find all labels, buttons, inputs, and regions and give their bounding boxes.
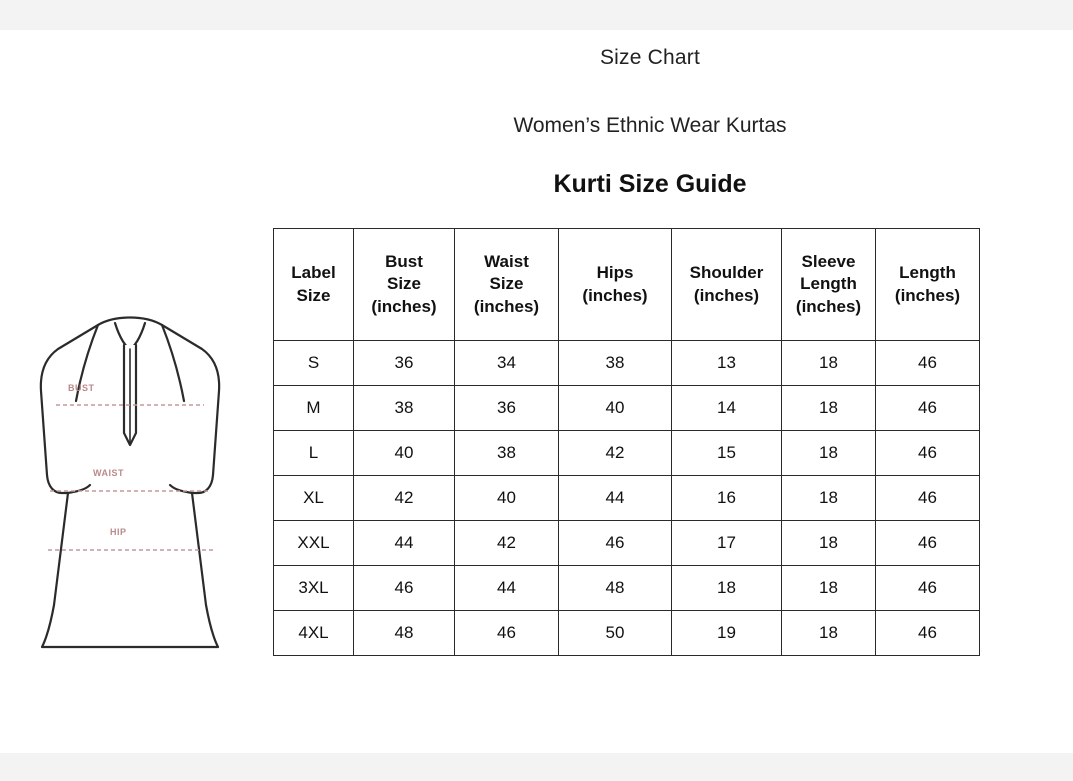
cell-shoulder: 14 <box>672 386 782 431</box>
cell-sleeve-length: 18 <box>782 611 876 656</box>
headings-block <box>250 46 1050 199</box>
subtitle: Women’s Ethnic Wear Kurtas <box>513 114 787 137</box>
column-header-sleeve-length: Sleeve Length (inches) <box>782 229 876 341</box>
cell-label-size: L <box>274 431 354 476</box>
bust-measure-label: BUST <box>68 383 95 393</box>
cell-length: 46 <box>876 386 980 431</box>
cell-waist: 40 <box>455 476 559 521</box>
cell-label-size: 3XL <box>274 566 354 611</box>
table-row <box>274 611 980 656</box>
cell-hips: 44 <box>559 476 672 521</box>
table-row <box>274 476 980 521</box>
section-title: Kurti Size Guide <box>553 170 747 198</box>
column-header-hips: Hips (inches) <box>559 229 672 341</box>
hip-measure-label: HIP <box>110 527 127 537</box>
table-header-row <box>274 229 980 341</box>
cell-bust: 44 <box>354 521 455 566</box>
waist-measure-label: WAIST <box>93 468 124 478</box>
cell-bust: 40 <box>354 431 455 476</box>
table-row <box>274 566 980 611</box>
cell-hips: 38 <box>559 341 672 386</box>
table-row <box>274 521 980 566</box>
cell-sleeve-length: 18 <box>782 521 876 566</box>
cell-label-size: XXL <box>274 521 354 566</box>
column-header-shoulder: Shoulder (inches) <box>672 229 782 341</box>
cell-hips: 48 <box>559 566 672 611</box>
bottom-letterbox-band <box>0 753 1073 781</box>
table-row <box>274 431 980 476</box>
cell-shoulder: 13 <box>672 341 782 386</box>
size-table <box>273 228 980 656</box>
cell-length: 46 <box>876 611 980 656</box>
column-header-waist-size: Waist Size (inches) <box>455 229 559 341</box>
cell-waist: 46 <box>455 611 559 656</box>
cell-length: 46 <box>876 521 980 566</box>
cell-sleeve-length: 18 <box>782 476 876 521</box>
cell-bust: 36 <box>354 341 455 386</box>
cell-waist: 44 <box>455 566 559 611</box>
cell-bust: 46 <box>354 566 455 611</box>
column-header-bust-size: Bust Size (inches) <box>354 229 455 341</box>
size-table-body <box>274 341 980 656</box>
size-table-wrapper <box>273 228 980 656</box>
cell-label-size: XL <box>274 476 354 521</box>
cell-hips: 42 <box>559 431 672 476</box>
table-row <box>274 386 980 431</box>
cell-shoulder: 19 <box>672 611 782 656</box>
cell-sleeve-length: 18 <box>782 386 876 431</box>
cell-sleeve-length: 18 <box>782 341 876 386</box>
page-title: Size Chart <box>599 46 701 69</box>
cell-sleeve-length: 18 <box>782 566 876 611</box>
cell-label-size: S <box>274 341 354 386</box>
cell-label-size: M <box>274 386 354 431</box>
cell-length: 46 <box>876 431 980 476</box>
cell-bust: 38 <box>354 386 455 431</box>
cell-label-size: 4XL <box>274 611 354 656</box>
cell-sleeve-length: 18 <box>782 431 876 476</box>
cell-hips: 46 <box>559 521 672 566</box>
cell-waist: 34 <box>455 341 559 386</box>
top-letterbox-band <box>0 0 1073 30</box>
cell-waist: 36 <box>455 386 559 431</box>
cell-length: 46 <box>876 341 980 386</box>
cell-shoulder: 15 <box>672 431 782 476</box>
kurti-illustration <box>20 305 240 665</box>
column-header-length: Length (inches) <box>876 229 980 341</box>
cell-length: 46 <box>876 566 980 611</box>
cell-waist: 42 <box>455 521 559 566</box>
cell-shoulder: 17 <box>672 521 782 566</box>
table-row <box>274 341 980 386</box>
cell-shoulder: 16 <box>672 476 782 521</box>
column-header-label-size: Label Size <box>274 229 354 341</box>
cell-shoulder: 18 <box>672 566 782 611</box>
cell-bust: 48 <box>354 611 455 656</box>
cell-waist: 38 <box>455 431 559 476</box>
cell-hips: 50 <box>559 611 672 656</box>
cell-length: 46 <box>876 476 980 521</box>
cell-bust: 42 <box>354 476 455 521</box>
kurti-line-drawing-icon <box>20 305 240 665</box>
cell-hips: 40 <box>559 386 672 431</box>
